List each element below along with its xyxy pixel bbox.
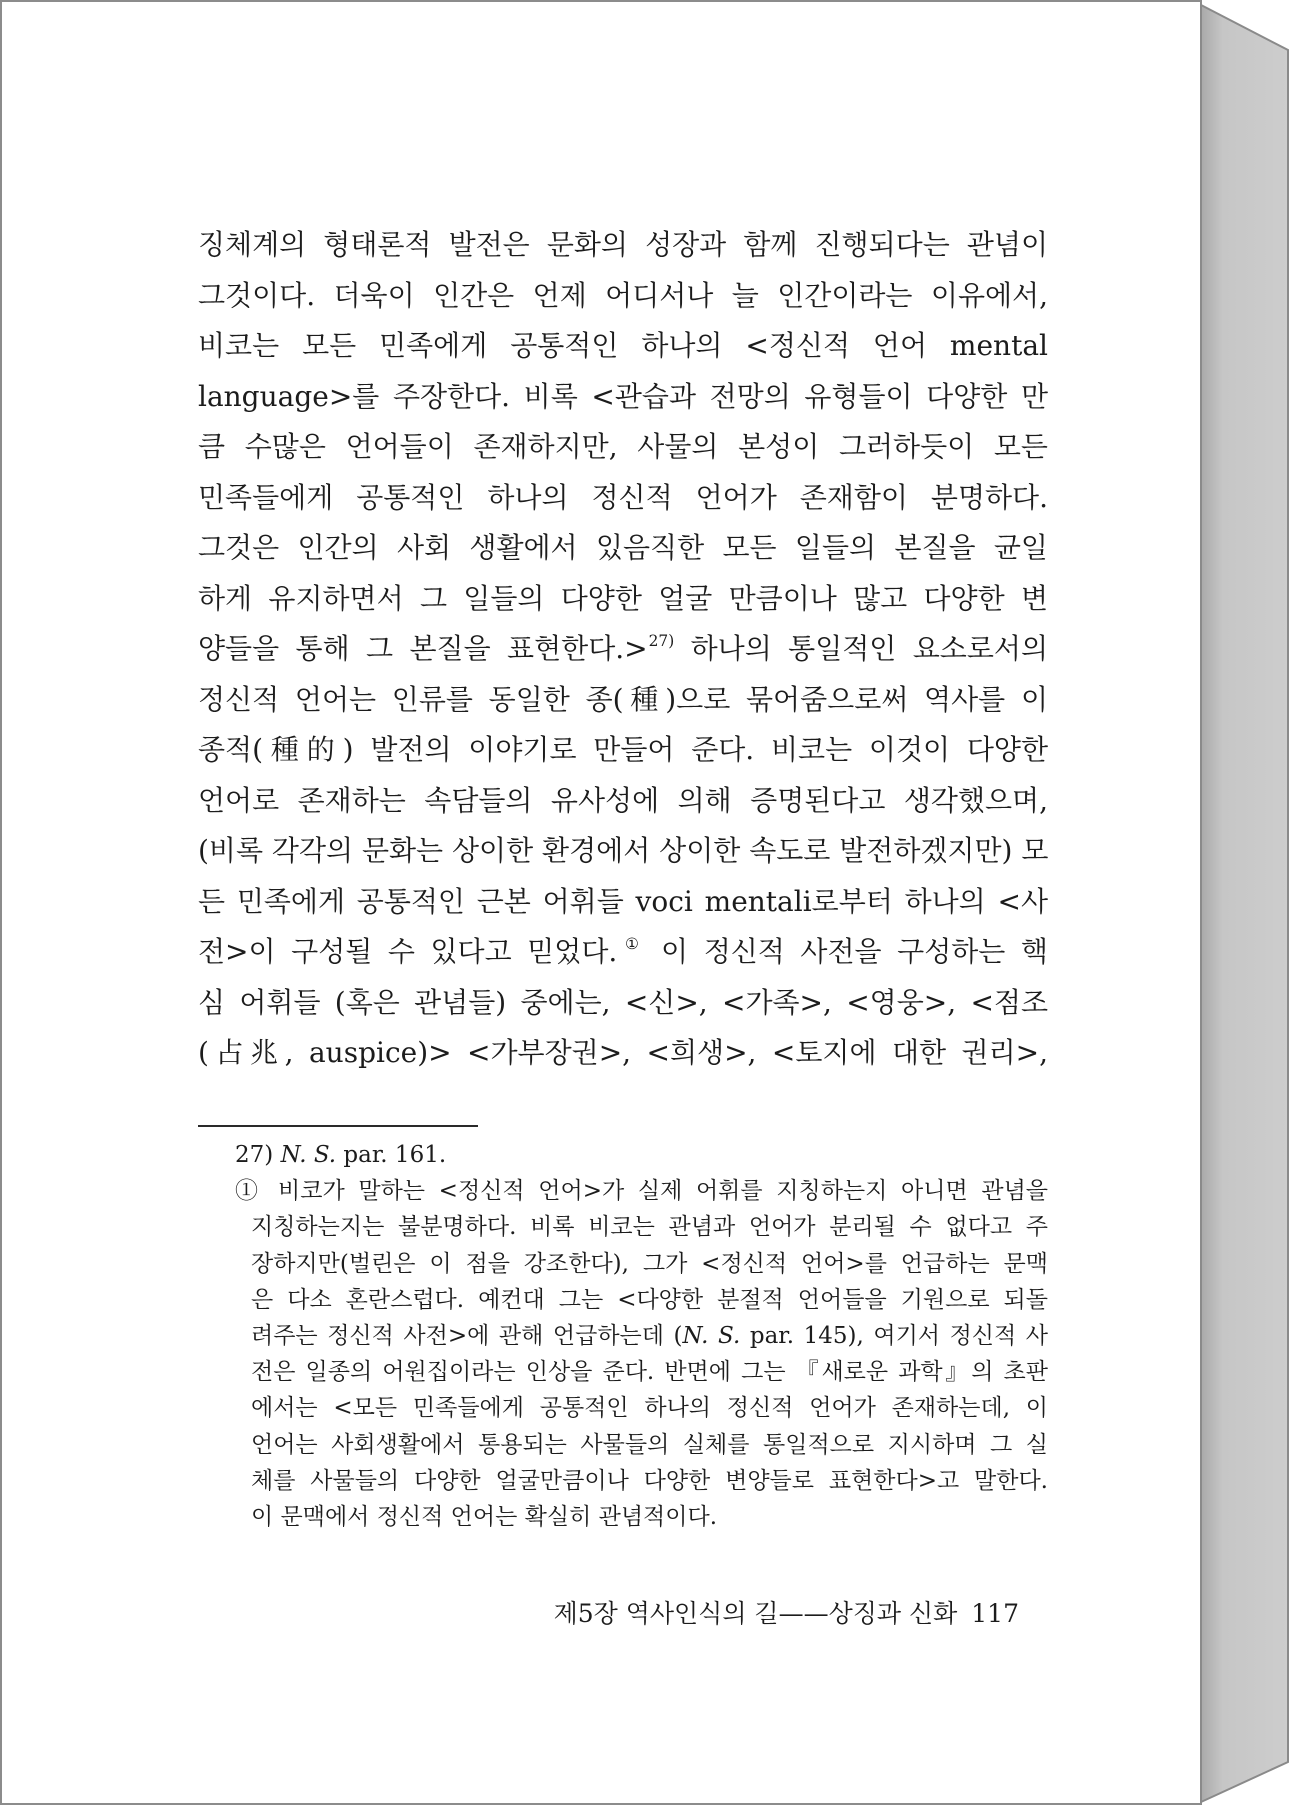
body-line: (비록 각각의 문화는 상이한 환경에서 상이한 속도로 발전하겠지만) 모 (198, 834, 1048, 867)
footnote-1-line (251, 1318, 1048, 1354)
footnote-1-line: 은 다소 혼란스럽다. 예컨대 그는 <다양한 분절적 언어들을 기원으로 되돌 (251, 1286, 1048, 1313)
body-line-text: 양들을 통해 그 본질을 표현한다.> (198, 632, 648, 665)
body-line: 언어로 존재하는 속담들의 유사성에 의해 증명된다고 생각했으며, (198, 783, 1048, 817)
footnote-1-line: 체를 사물들의 다양한 얼굴만큼이나 다양한 변양들로 표현한다>고 말한다. (251, 1467, 1048, 1494)
footnote-1-line: 지칭하는지는 불분명하다. 비록 비코는 관념과 언어가 분리될 수 없다고 주 (251, 1214, 1048, 1241)
footnote-source: N. S. (280, 1142, 337, 1168)
footnotes (198, 1137, 1048, 1535)
body-line: 종적(種的) 발전의 이야기로 만들어 준다. 비코는 이것이 다양한 (198, 733, 1048, 766)
running-head: 제5장 역사인식의 길——상징과 신화 (553, 1599, 958, 1628)
footnote-27 (235, 1137, 1048, 1173)
footnote-source: N. S. (682, 1322, 741, 1349)
footnote-1-line: 이 문맥에서 정신적 언어는 확실히 관념적이다. (251, 1503, 718, 1530)
footnote-1-line: 장하지만(벌린은 이 점을 강조한다), 그가 <정신적 언어>를 언급하는 문맥 (251, 1250, 1048, 1277)
body-line (198, 624, 1048, 675)
page-footer (0, 1598, 1019, 1630)
footnote-text: par. 145), 여기서 정신적 사 (740, 1322, 1048, 1349)
body-line: 비코는 모든 민족에게 공통적인 하나의 <정신적 언어 mental (198, 329, 1048, 362)
footnote-number: 27) (235, 1142, 274, 1168)
footnote-1-line: 언어는 사회생활에서 통용되는 사물들의 실체를 통일적으로 지시하며 그 실 (251, 1431, 1048, 1458)
footnote-separator (198, 1125, 478, 1127)
page-number: 117 (971, 1599, 1019, 1628)
body-line: 든 민족에게 공통적인 근본 어휘들 voci mentali로부터 하나의 <사 (198, 884, 1048, 918)
book-side-panel (1201, 5, 1288, 1802)
body-line: 그것이다. 더욱이 인간은 언제 어디서나 늘 인간이라는 이유에서, (198, 278, 1048, 312)
footnote-ref-1: ① (618, 935, 646, 954)
body-line (198, 927, 1048, 978)
body-line: 민족들에게 공통적인 하나의 정신적 언어가 존재함이 분명하다. (198, 480, 1048, 514)
footnote-ref-27: 27) (648, 632, 675, 651)
body-line-text: 이 정신적 사전을 구성하는 핵 (645, 935, 1048, 968)
body-line: 큼 수많은 언어들이 존재하지만, 사물의 본성이 그러하듯이 모든 (198, 430, 1048, 463)
body-line: 그것은 인간의 사회 생활에서 있음직한 모든 일들의 본질을 균일 (198, 531, 1048, 564)
footnote-text: par. 161. (343, 1142, 447, 1168)
body-line: 심 어휘들 (혹은 관념들) 중에는, <신>, <가족>, <영웅>, <점조 (198, 985, 1048, 1019)
body-line: language>를 주장한다. 비록 <관습과 전망의 유형들이 다양한 만 (198, 379, 1048, 413)
body-text (198, 220, 1048, 1079)
footnote-1-line (235, 1173, 1048, 1209)
footnote-text: 려주는 정신적 사전>에 관해 언급하는데 ( (251, 1322, 683, 1349)
body-line: 징체계의 형태론적 발전은 문화의 성장과 함께 진행되다는 관념이 (198, 228, 1048, 261)
footnote-1-line: 에서는 <모든 민족들에게 공통적인 하나의 정신적 언어가 존재하는데, 이 (251, 1395, 1048, 1422)
body-line-text: 전>이 구성될 수 있다고 믿었다. (198, 935, 618, 968)
body-line: 하게 유지하면서 그 일들의 다양한 얼굴 만큼이나 많고 다양한 변 (198, 581, 1048, 615)
footnote-1-line: 전은 일종의 어원집이라는 인상을 준다. 반면에 그는 『새로운 과학』의 초판 (251, 1359, 1048, 1386)
body-line: (占兆, auspice)> <가부장권>, <희생>, <토지에 대한 권리>, (198, 1036, 1048, 1069)
body-line-text: 하나의 통일적인 요소로서의 (674, 632, 1048, 665)
footnote-text: 비코가 말하는 <정신적 언어>가 실제 어휘를 지칭하는지 아니면 관념을 (278, 1178, 1048, 1205)
footnote-marker: ① (235, 1178, 265, 1205)
body-line: 정신적 언어는 인류를 동일한 종(種)으로 묶어줌으로써 역사를 이 (198, 682, 1048, 716)
